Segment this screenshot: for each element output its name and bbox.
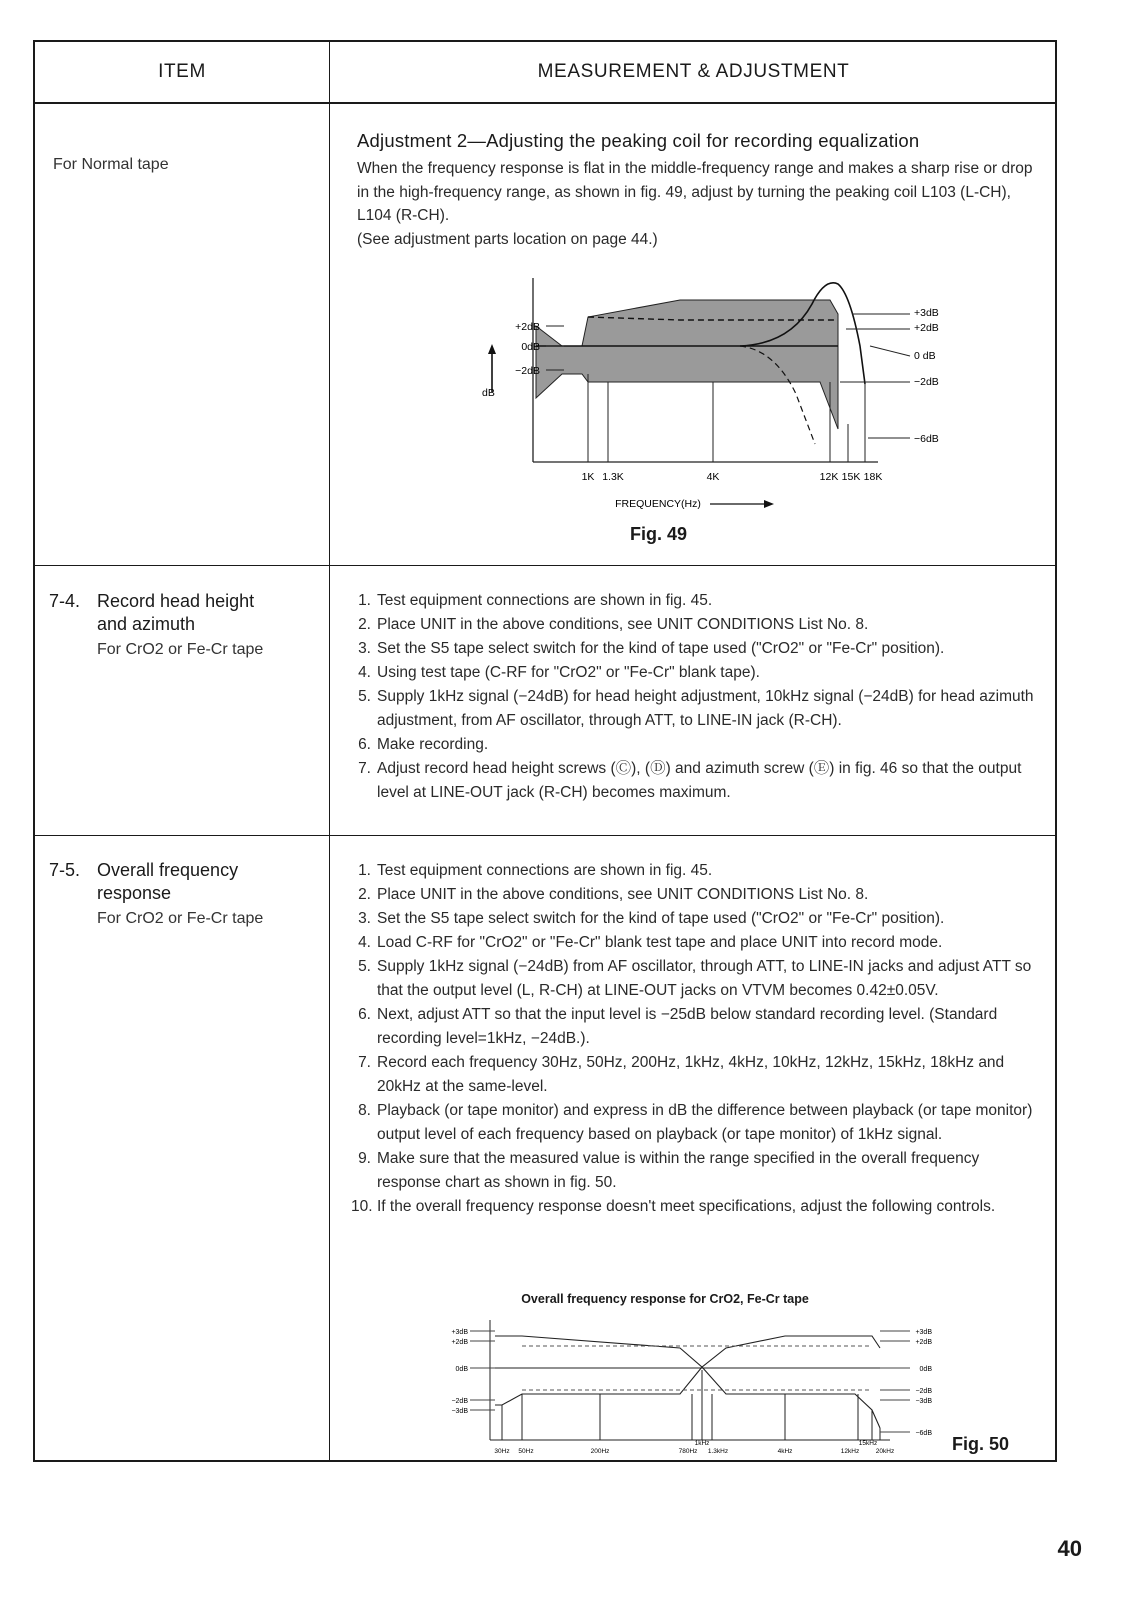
step-number: 5. — [358, 958, 371, 975]
list-item — [351, 589, 1043, 613]
x-tick-label: 12K — [819, 471, 839, 483]
item-title: Overall frequency — [97, 860, 239, 880]
right-label: +2dB — [915, 1339, 932, 1346]
list-item — [351, 757, 1043, 805]
steps-list — [351, 589, 1043, 805]
step-number: 6. — [358, 736, 371, 753]
right-label: −2dB — [914, 376, 939, 388]
left-label: +2dB — [451, 1339, 468, 1346]
list-item — [351, 661, 1043, 685]
fig49-chart — [440, 274, 950, 514]
list-item — [351, 1051, 1045, 1099]
step-number: 8. — [358, 1102, 371, 1119]
y-unit-label: dB — [482, 387, 495, 399]
item-label: For Normal tape — [53, 156, 169, 173]
x-tick-label: 780Hz — [678, 1448, 698, 1455]
right-label: +2dB — [914, 322, 939, 334]
right-label: −3dB — [915, 1398, 932, 1405]
step-text: Test equipment connections are shown in fig. 45. — [377, 592, 713, 609]
table-header — [35, 42, 1055, 104]
right-label: −2dB — [915, 1388, 932, 1395]
list-item — [351, 931, 1045, 955]
item-sub: For CrO2 or Fe-Cr tape — [97, 910, 264, 927]
fig50-label: Fig. 50 — [952, 1434, 1010, 1454]
x-tick-label: 30Hz — [494, 1448, 510, 1455]
list-item — [351, 637, 1043, 661]
steps-list — [351, 859, 1045, 1219]
x-tick-label: 1.3kHz — [707, 1448, 729, 1455]
left-label: +2dB — [515, 321, 540, 333]
left-label: +3dB — [451, 1329, 468, 1336]
step-text: Playback (or tape monitor) and express in dB the difference between playback (or tape monitor) output level of each frequency based on playback (or tape monitor) of 1kHz signal. — [377, 1102, 1033, 1143]
x-tick-label: 15kHz — [858, 1440, 878, 1447]
item-title: and azimuth — [97, 614, 196, 634]
right-label: 0 dB — [914, 350, 936, 362]
x-tick-label: 20kHz — [875, 1448, 895, 1455]
list-item — [351, 685, 1043, 733]
list-item — [351, 1195, 1045, 1219]
step-number: 1. — [358, 592, 371, 609]
fig50-title: Overall frequency response for CrO2, Fe-Cr tape — [521, 1292, 809, 1306]
step-text: Place UNIT in the above conditions, see UNIT CONDITIONS List No. 8. — [377, 616, 869, 633]
list-item — [351, 733, 1043, 757]
lower-limit — [495, 1367, 880, 1428]
x-tick-label: 12kHz — [840, 1448, 860, 1455]
step-text: Load C-RF for "CrO2" or "Fe-Cr" blank test tape and place UNIT into record mode. — [377, 934, 943, 951]
list-item — [351, 907, 1045, 931]
step-number: 7. — [358, 1054, 371, 1071]
page-number: 40 — [1057, 1536, 1082, 1561]
step-text: Make recording. — [377, 736, 489, 753]
x-tick-label: 50Hz — [518, 1448, 534, 1455]
step-text: Next, adjust ATT so that the input level is −25dB below standard recording level. (Standard recording level=1kHz, −24dB.). — [377, 1006, 998, 1047]
step-text: Supply 1kHz signal (−24dB) for head height adjustment, 10kHz signal (−24dB) for head azimuth adjustment, from AF oscillator, through ATT, to LINE-IN jack (R-CH). — [377, 688, 1034, 729]
header-measurement: MEASUREMENT & ADJUSTMENT — [537, 61, 850, 82]
right-label: −6dB — [914, 433, 939, 445]
x-axis-label: FREQUENCY(Hz) — [615, 498, 701, 510]
x-tick-label: 15K — [841, 471, 861, 483]
left-label: −2dB — [451, 1398, 468, 1405]
section-subheading: Adjustment 2—Adjusting the peaking coil for recording equalization — [357, 130, 920, 151]
upper-limit — [495, 1336, 880, 1367]
step-number: 2. — [358, 886, 371, 903]
item-title: response — [97, 883, 172, 903]
item-title: Record head height — [97, 591, 255, 611]
right-label: +3dB — [914, 307, 939, 319]
step-text: Record each frequency 30Hz, 50Hz, 200Hz, 1kHz, 4kHz, 10kHz, 12kHz, 15kHz, 18kHz and 20kHz at the same-level. — [377, 1054, 1005, 1095]
step-text: Set the S5 tape select switch for the kind of tape used ("CrO2" or "Fe-Cr" position). — [377, 910, 945, 927]
list-item — [351, 1003, 1045, 1051]
step-number: 9. — [358, 1150, 371, 1167]
x-tick-label: 200Hz — [590, 1448, 610, 1455]
step-number: 5. — [358, 688, 371, 705]
column-divider — [329, 42, 330, 1460]
step-number: 10. — [351, 1198, 373, 1215]
step-text: Supply 1kHz signal (−24dB) from AF oscillator, through ATT, to LINE-IN jacks and adjust ATT so that the output level (L, R-CH) at LINE-OUT jacks on VTVM becomes 0.42±0.05V. — [377, 958, 1032, 999]
chart-mark — [764, 500, 774, 508]
right-label: 0dB — [919, 1366, 932, 1373]
step-text: Place UNIT in the above conditions, see UNIT CONDITIONS List No. 8. — [377, 886, 869, 903]
x-tick-label: 18K — [863, 471, 883, 483]
right-label: −6dB — [915, 1430, 932, 1437]
left-label: 0dB — [455, 1366, 468, 1373]
step-number: 4. — [358, 934, 371, 951]
step-number: 3. — [358, 910, 371, 927]
row-divider — [35, 565, 1055, 566]
header-item: ITEM — [158, 61, 206, 82]
step-text: Make sure that the measured value is within the range specified in the overall frequency response chart as shown in fig. 50. — [377, 1150, 980, 1191]
left-label: −2dB — [515, 365, 540, 377]
row-divider — [35, 835, 1055, 836]
right-label: +3dB — [915, 1329, 932, 1336]
step-text: Test equipment connections are shown in fig. 45. — [377, 862, 713, 879]
step-number: 4. — [358, 664, 371, 681]
section-paragraph: When the frequency response is flat in the middle-frequency range and makes a sharp rise or drop in the high-frequency range, as shown in fig. 49, adjust by turning the peaking coil L103 (L-CH), L104 (R-CH). — [357, 160, 1033, 224]
step-number: 7. — [358, 760, 371, 777]
x-tick-label: 1kHz — [694, 1440, 710, 1447]
item-sub: For CrO2 or Fe-Cr tape — [97, 641, 264, 658]
chart-mark — [488, 344, 496, 354]
list-item — [351, 883, 1045, 907]
x-tick-label: 4kHz — [777, 1448, 793, 1455]
fig50-chart — [440, 1310, 960, 1460]
list-item — [351, 955, 1045, 1003]
list-item — [351, 1099, 1045, 1147]
step-number: 2. — [358, 616, 371, 633]
x-tick-label: 1K — [581, 471, 595, 483]
chart-mark — [870, 346, 910, 356]
step-text: If the overall frequency response doesn't meet specifications, adjust the following controls. — [377, 1198, 996, 1215]
step-text: Adjust record head height screws (Ⓒ), (Ⓓ) and azimuth screw (Ⓔ) in fig. 46 so that the output level at LINE-OUT jack (R-CH) becomes maximum. — [377, 760, 1022, 801]
list-item — [351, 613, 1043, 637]
item-number: 7-4. — [49, 591, 81, 611]
fig49-label: Fig. 49 — [630, 524, 688, 544]
step-number: 1. — [358, 862, 371, 879]
list-item — [351, 859, 1045, 883]
left-label: 0dB — [521, 341, 540, 353]
section-note: (See adjustment parts location on page 44.) — [357, 231, 658, 248]
x-tick-label: 4K — [706, 471, 720, 483]
item-number: 7-5. — [49, 860, 81, 880]
step-text: Using test tape (C-RF for "CrO2" or "Fe-Cr" blank tape). — [377, 664, 760, 681]
adjustment-table — [33, 40, 1057, 1462]
step-text: Set the S5 tape select switch for the kind of tape used ("CrO2" or "Fe-Cr" position). — [377, 640, 945, 657]
list-item — [351, 1147, 1045, 1195]
step-number: 3. — [358, 640, 371, 657]
left-label: −3dB — [451, 1408, 468, 1415]
step-number: 6. — [358, 1006, 371, 1023]
x-tick-label: 1.3K — [602, 471, 624, 483]
